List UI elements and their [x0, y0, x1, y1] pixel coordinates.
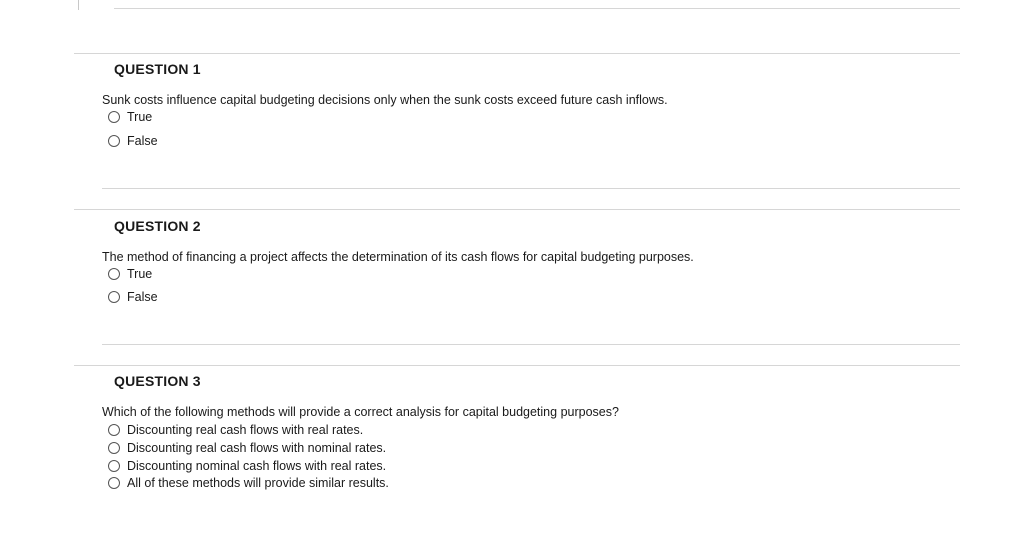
question-1-title: QUESTION 1: [114, 61, 201, 77]
question-2-text: The method of financing a project affects the determination of its cash flows for capital budgeting purposes.: [102, 250, 694, 264]
question-3-option-2[interactable]: [108, 440, 386, 456]
top-divider: [114, 8, 960, 9]
radio-button[interactable]: [108, 135, 120, 147]
question-1-text: Sunk costs influence capital budgeting decisions only when the sunk costs exceed future cash inflows.: [102, 93, 668, 107]
option-label: False: [127, 290, 158, 304]
radio-button[interactable]: [108, 424, 120, 436]
radio-button[interactable]: [108, 268, 120, 280]
radio-button[interactable]: [108, 477, 120, 489]
option-label: True: [127, 110, 153, 124]
question-2-option-true[interactable]: [108, 266, 152, 282]
question-2-top-divider: [74, 209, 960, 210]
question-1-top-divider: [74, 53, 960, 54]
question-3-option-1[interactable]: [108, 422, 363, 438]
question-2-title: QUESTION 2: [114, 218, 201, 234]
option-label: False: [127, 134, 158, 148]
radio-button[interactable]: [108, 442, 120, 454]
option-label: True: [127, 267, 153, 281]
question-1-option-true[interactable]: [108, 109, 152, 125]
question-3-text: Which of the following methods will provide a correct analysis for capital budgeting purposes?: [102, 405, 619, 419]
option-label: Discounting real cash flows with real rates.: [127, 423, 364, 437]
question-3-top-divider: [74, 365, 960, 366]
radio-button[interactable]: [108, 460, 120, 472]
question-2-option-false[interactable]: [108, 289, 158, 305]
question-3-option-4[interactable]: [108, 475, 389, 491]
question-1-bottom-divider: [102, 188, 960, 189]
question-2-bottom-divider: [102, 344, 960, 345]
option-label: All of these methods will provide similar results.: [127, 476, 389, 490]
radio-button[interactable]: [108, 291, 120, 303]
question-3-title: QUESTION 3: [114, 373, 201, 389]
option-label: Discounting nominal cash flows with real rates.: [127, 459, 387, 473]
radio-button[interactable]: [108, 111, 120, 123]
question-1-option-false[interactable]: [108, 133, 158, 149]
left-border-mark: [78, 0, 79, 10]
option-label: Discounting real cash flows with nominal rates.: [127, 441, 387, 455]
question-3-option-3[interactable]: [108, 458, 386, 474]
